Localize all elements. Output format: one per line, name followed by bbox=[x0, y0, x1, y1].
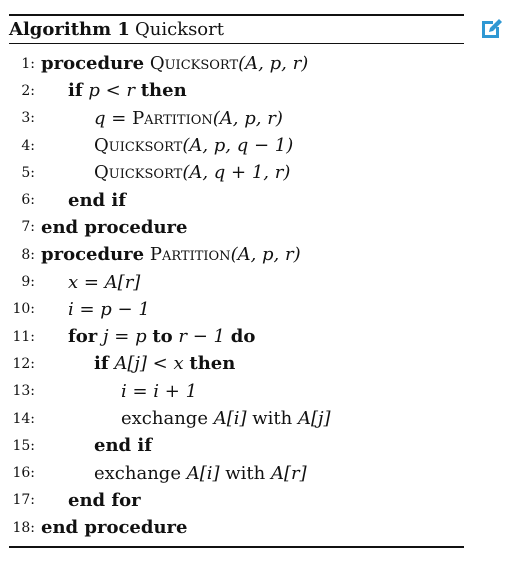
bottom-rule bbox=[9, 546, 464, 548]
math-expression: A[j] < x bbox=[114, 353, 184, 375]
math-expression: p < r bbox=[88, 80, 135, 102]
math-expression: j = p bbox=[102, 326, 147, 348]
line-number: 1: bbox=[21, 55, 35, 72]
caption-title: Quicksort bbox=[134, 19, 224, 40]
math-expression: A[i] bbox=[186, 462, 220, 484]
line-code bbox=[41, 217, 188, 238]
procedure-name: Quicksort bbox=[94, 162, 183, 184]
line-number: 4: bbox=[21, 137, 35, 154]
algorithm-line bbox=[9, 50, 464, 77]
keyword: to bbox=[152, 326, 173, 348]
line-code bbox=[68, 326, 255, 347]
math-expression: (A, q + 1, r) bbox=[182, 162, 291, 184]
line-number: 17: bbox=[12, 492, 35, 509]
procedure-name: Quicksort bbox=[149, 53, 239, 75]
algorithm-line bbox=[9, 214, 464, 241]
procedure-name: Quicksort bbox=[94, 135, 183, 157]
procedure-name: Partition bbox=[149, 244, 231, 266]
text-fragment: with bbox=[219, 462, 271, 484]
math-expression: q bbox=[94, 107, 106, 129]
algorithm-line bbox=[9, 323, 464, 350]
line-number: 6: bbox=[21, 192, 35, 209]
line-code bbox=[41, 517, 188, 538]
math-expression: x = A[r] bbox=[68, 271, 141, 293]
keyword: end for bbox=[68, 489, 141, 511]
math-expression: i = p − 1 bbox=[68, 298, 150, 320]
line-number: 5: bbox=[21, 164, 35, 181]
text-fragment: = bbox=[105, 107, 133, 129]
keyword: end procedure bbox=[41, 216, 188, 238]
keyword: if bbox=[68, 80, 83, 102]
algorithm-line bbox=[9, 132, 464, 159]
keyword: end procedure bbox=[41, 517, 188, 539]
line-number: 10: bbox=[12, 301, 35, 318]
algorithm-line bbox=[9, 459, 464, 486]
line-number: 11: bbox=[12, 328, 35, 345]
algorithm-line bbox=[9, 241, 464, 268]
algorithm-line bbox=[9, 105, 464, 132]
caption-label: Algorithm 1 bbox=[9, 19, 130, 40]
line-number: 14: bbox=[12, 410, 35, 427]
keyword: do bbox=[230, 326, 256, 348]
algorithm-line bbox=[9, 77, 464, 104]
algorithm-line bbox=[9, 296, 464, 323]
math-expression: (A, p, r) bbox=[230, 244, 301, 266]
math-expression: (A, p, r) bbox=[212, 107, 283, 129]
line-code bbox=[94, 353, 235, 374]
line-code bbox=[121, 408, 331, 429]
algorithm-line bbox=[9, 405, 464, 432]
line-code bbox=[94, 162, 290, 183]
keyword: procedure bbox=[41, 53, 145, 75]
line-code bbox=[68, 299, 150, 320]
math-expression: (A, p, q − 1) bbox=[182, 135, 294, 157]
keyword: then bbox=[189, 353, 236, 375]
line-code bbox=[41, 244, 301, 265]
line-number: 7: bbox=[21, 219, 35, 236]
keyword: end if bbox=[68, 189, 126, 211]
algorithm-line bbox=[9, 159, 464, 186]
algorithm-caption bbox=[9, 16, 464, 43]
keyword: if bbox=[94, 353, 109, 375]
line-code bbox=[94, 135, 293, 156]
procedure-name: Partition bbox=[132, 107, 213, 129]
line-number: 2: bbox=[21, 82, 35, 99]
math-expression: (A, p, r) bbox=[238, 53, 309, 75]
line-code bbox=[94, 463, 307, 484]
keyword: procedure bbox=[41, 244, 145, 266]
line-number: 12: bbox=[12, 355, 35, 372]
text-fragment: exchange bbox=[121, 408, 214, 429]
algorithm-lines bbox=[9, 44, 464, 546]
math-expression: A[i] bbox=[213, 408, 247, 429]
keyword: end if bbox=[94, 435, 152, 457]
line-code bbox=[68, 80, 187, 101]
line-code bbox=[94, 108, 283, 129]
text-fragment: with bbox=[246, 408, 298, 429]
algorithm-line bbox=[9, 432, 464, 459]
keyword: for bbox=[68, 326, 98, 348]
line-number: 15: bbox=[12, 437, 35, 454]
line-code bbox=[121, 381, 197, 402]
math-expression: A[j] bbox=[297, 408, 331, 429]
algorithm-line bbox=[9, 350, 464, 377]
algorithm-line bbox=[9, 487, 464, 514]
line-number: 3: bbox=[21, 110, 35, 127]
keyword: then bbox=[140, 80, 187, 102]
algorithm-line bbox=[9, 186, 464, 213]
algorithm-line bbox=[9, 378, 464, 405]
text-fragment: exchange bbox=[94, 462, 187, 484]
math-expression: r − 1 bbox=[178, 326, 225, 348]
line-code bbox=[68, 490, 141, 511]
algorithm-block bbox=[9, 14, 464, 548]
algorithm-line bbox=[9, 268, 464, 295]
line-number: 18: bbox=[12, 519, 35, 536]
math-expression: A[r] bbox=[270, 462, 307, 484]
math-expression: i = i + 1 bbox=[121, 380, 198, 402]
line-code bbox=[41, 53, 308, 74]
line-number: 8: bbox=[21, 246, 35, 263]
line-code bbox=[68, 190, 126, 211]
algorithm-line bbox=[9, 514, 464, 541]
edit-icon[interactable] bbox=[479, 17, 503, 41]
line-number: 13: bbox=[12, 383, 35, 400]
line-number: 9: bbox=[21, 274, 35, 291]
line-code bbox=[68, 272, 140, 293]
line-number: 16: bbox=[12, 465, 35, 482]
line-code bbox=[94, 435, 152, 456]
